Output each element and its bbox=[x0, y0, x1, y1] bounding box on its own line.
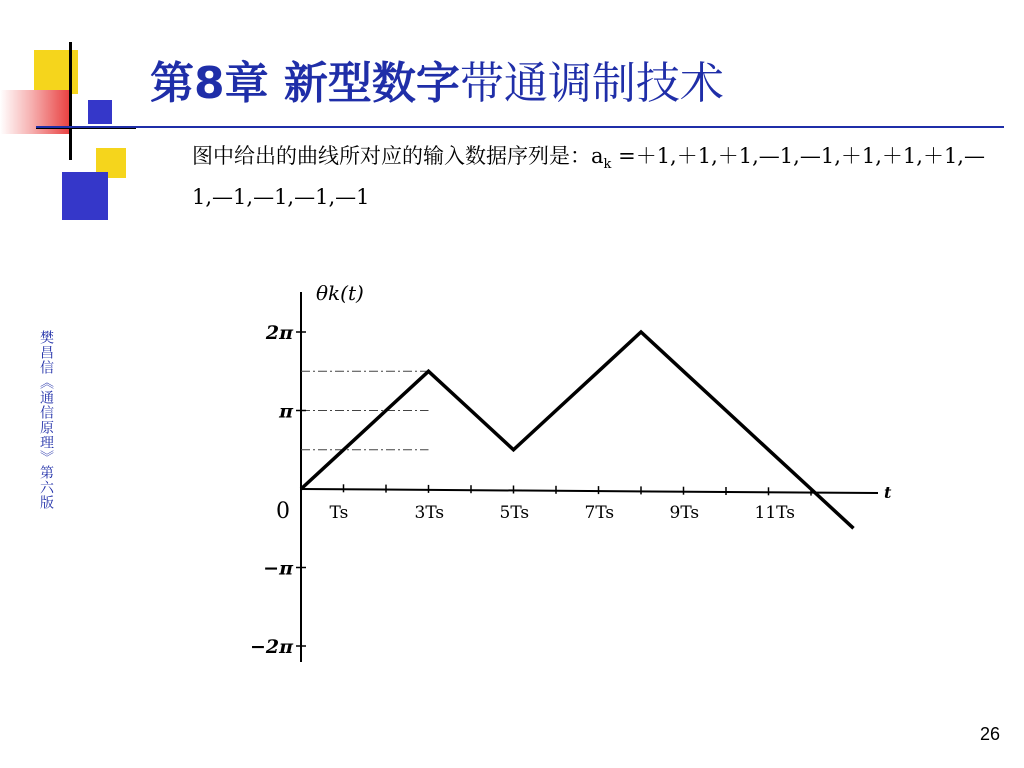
slide-title-bold: 第8章 新型数字 bbox=[150, 58, 460, 109]
slide-title-rest: 带通调制技术 bbox=[459, 58, 724, 109]
y-tick-label: −2π bbox=[249, 636, 293, 658]
x-axis bbox=[301, 489, 878, 493]
x-tick-label: Ts bbox=[329, 503, 349, 523]
description-values: =＋1,＋1,＋1,—1,—1,＋1,＋1,＋1,—1,—1,—1,—1,—1 bbox=[192, 144, 985, 210]
x-tick-label: 9Ts bbox=[669, 503, 700, 523]
y-tick-label: −π bbox=[263, 557, 293, 580]
phase-curve bbox=[301, 332, 854, 528]
page-number: 26 bbox=[979, 724, 1000, 744]
x-tick-label: 3Ts bbox=[414, 503, 445, 523]
x-tick-label: 5Ts bbox=[499, 503, 530, 523]
side-source-label: 樊昌信《通信原理》第六版 bbox=[38, 330, 54, 510]
y-tick-label: 2π bbox=[265, 322, 293, 344]
origin-label: 0 bbox=[276, 499, 290, 524]
y-axis-label: θk(t) bbox=[316, 281, 364, 305]
description-subscript: k bbox=[603, 157, 612, 173]
y-tick-label: π bbox=[279, 400, 293, 423]
description-prefix: 图中给出的曲线所对应的输入数据序列是：a bbox=[192, 144, 604, 168]
x-tick-label: 7Ts bbox=[584, 503, 615, 523]
x-axis-label: t bbox=[884, 483, 892, 502]
x-tick-label: 11Ts bbox=[754, 503, 795, 523]
